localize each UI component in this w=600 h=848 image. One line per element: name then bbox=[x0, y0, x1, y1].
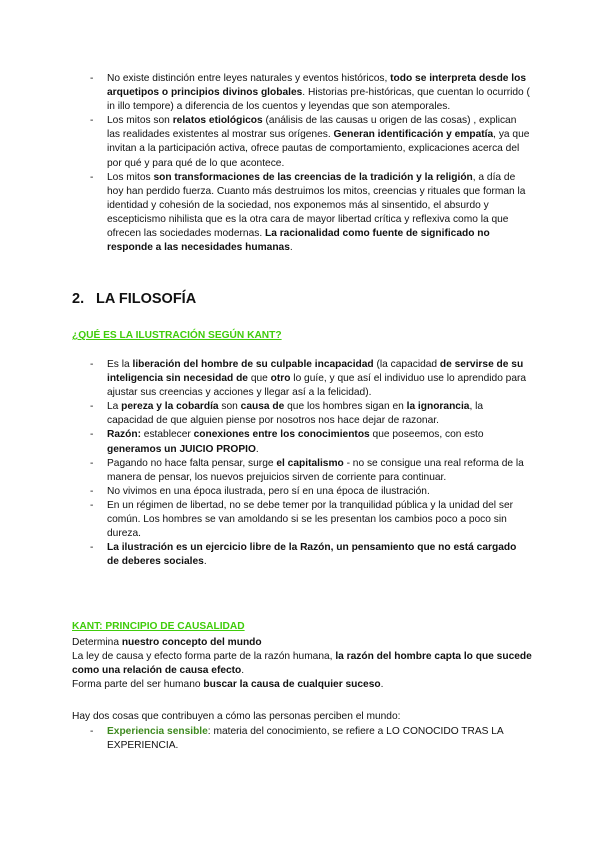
list-item bbox=[0, 72, 600, 114]
text-run: . bbox=[203, 556, 207, 568]
list-item bbox=[0, 725, 600, 753]
bold-term: la ignorancia bbox=[406, 401, 470, 413]
bold-term: relatos etiológicos bbox=[172, 115, 263, 127]
paragraph-line bbox=[72, 636, 532, 650]
list-item bbox=[0, 428, 600, 456]
causalidad-paragraph bbox=[72, 636, 532, 692]
heading-number: 2. bbox=[72, 291, 85, 307]
text-run: La bbox=[107, 401, 122, 413]
percepcion-bullet-list bbox=[0, 725, 600, 753]
text-run: . bbox=[241, 665, 245, 677]
section-heading-filosofia bbox=[72, 291, 196, 307]
text-run: . bbox=[289, 242, 293, 254]
paragraph-line bbox=[72, 650, 532, 678]
text-run: Los mitos son bbox=[107, 115, 173, 127]
text-run: La ley de causa y efecto forma parte de la razón humana, bbox=[72, 651, 336, 663]
bold-term: liberación del hombre de su culpable incapacidad bbox=[132, 359, 374, 370]
text-run: - no se consigue una real reforma de la manera de pensar, los nuevos prejuicios sirven de corriente para continuar. bbox=[107, 457, 524, 483]
text-run: Pagando no hace falta pensar, surge bbox=[107, 457, 277, 469]
text-run: , ya que invitan a la participación activa, ofrece pautas de comportamiento, explicaciones acerca del por qué y para qué de lo que acontece. bbox=[107, 129, 530, 169]
text-run: son bbox=[218, 401, 241, 413]
bold-term: conexiones entre los conocimientos bbox=[193, 429, 370, 441]
text-run: lo guíe, y que así el individuo use lo aprendido para ajustar sus creencias y acciones y llegar así a la felicidad). bbox=[107, 373, 527, 399]
list-item bbox=[0, 499, 600, 541]
text-run: que los hombres sigan en bbox=[284, 401, 407, 413]
bold-term: otro bbox=[270, 373, 291, 385]
list-item bbox=[0, 400, 600, 428]
list-item bbox=[0, 358, 600, 400]
bold-term: Generan identificación y empatía bbox=[333, 129, 494, 141]
text-run: , a día de hoy han perdido fuerza. Cuanto más destruimos los mitos, creencias y rituales que forman la identidad y cohesión de la sociedad, nos exponemos más al sinsentido, el absurdo y escepticismo nihilista que es la otra cara de mayor libertad crítica y reflexiva como la que ofrecen las sociedades modernas. bbox=[107, 171, 526, 240]
highlight-term: Experiencia sensible bbox=[107, 726, 208, 737]
text-run: que bbox=[247, 373, 271, 385]
bold-term: buscar la causa de cualquier suceso bbox=[203, 679, 381, 691]
bold-term: causa de bbox=[240, 401, 285, 413]
bold-term: pereza y la cobardía bbox=[121, 401, 219, 413]
bold-term: La racionalidad como fuente de significado no responde a las necesidades humanas bbox=[107, 228, 490, 254]
bold-term: la razón del hombre capta lo que sucede como una relación de causa efecto bbox=[72, 651, 532, 677]
text-run: Es la bbox=[107, 359, 133, 370]
text-run: Forma parte del ser humano bbox=[72, 679, 204, 691]
heading-title: LA FILOSOFÍA bbox=[96, 291, 197, 307]
paragraph-line bbox=[72, 678, 532, 692]
text-run: No existe distinción entre leyes naturales y eventos históricos, bbox=[107, 73, 391, 84]
text-run: . bbox=[380, 679, 384, 691]
subheading-ilustracion: ¿QUÉ ES LA ILUSTRACIÓN SEGÚN KANT? bbox=[72, 330, 282, 341]
text-run: : materia del conocimiento, se refiere a LO CONOCIDO TRAS LA EXPERIENCIA. bbox=[107, 726, 504, 752]
percepcion-paragraph: Hay dos cosas que contribuyen a cómo las personas perciben el mundo: bbox=[72, 711, 401, 722]
list-item bbox=[0, 541, 600, 569]
text-run: , la capacidad de que alguien piense por nosotros nos hace dejar de razonar. bbox=[107, 401, 484, 427]
bold-term: el capitalismo bbox=[276, 457, 344, 469]
list-item bbox=[0, 457, 600, 485]
bold-term: generamos un JUICIO PROPIO bbox=[107, 443, 256, 455]
bold-term: La ilustración es un ejercicio libre de la Razón, un pensamiento que no está cargado de deberes sociales bbox=[107, 542, 517, 568]
bold-term: Razón: bbox=[107, 429, 141, 441]
text-run: (la capacidad bbox=[373, 359, 440, 370]
text-run: Los mitos bbox=[107, 171, 154, 183]
text-run: que poseemos, con esto bbox=[369, 429, 484, 441]
bold-term: todo se interpreta desde los arquetipos o principios divinos globales bbox=[107, 73, 527, 99]
text-run: . Historias pre-históricas, que cuentan lo ocurrido ( in illo tempore) a diferencia de los cuentos y leyendas que son atemporales. bbox=[107, 87, 530, 113]
list-item bbox=[0, 171, 600, 256]
mitos-bullet-list bbox=[0, 72, 600, 255]
text-run: En un régimen de libertad, no se debe temer por la tranquilidad pública y la unidad del ser común. Los hombres se van amoldando si se les presentan los cambios poco a poco sin dureza. bbox=[107, 499, 514, 540]
bold-term: de servirse de su inteligencia sin necesidad de bbox=[107, 359, 524, 385]
ilustracion-bullet-list bbox=[0, 358, 600, 569]
text-run: . bbox=[255, 443, 259, 455]
text-run: (análisis de las causas u origen de las cosas) , explican las realidades existentes al mostrar sus orígenes. bbox=[107, 115, 517, 141]
subheading-causalidad: KANT: PRINCIPIO DE CAUSALIDAD bbox=[72, 621, 245, 632]
text-run: No vivimos en una época ilustrada, pero sí en una época de ilustración. bbox=[107, 485, 430, 497]
list-item bbox=[0, 114, 600, 170]
bold-term: son transformaciones de las creencias de la tradición y la religión bbox=[153, 171, 473, 183]
text-run: establecer bbox=[140, 429, 194, 441]
text-run: Determina bbox=[72, 637, 122, 648]
list-item bbox=[0, 485, 600, 499]
bold-term: nuestro concepto del mundo bbox=[121, 637, 262, 648]
